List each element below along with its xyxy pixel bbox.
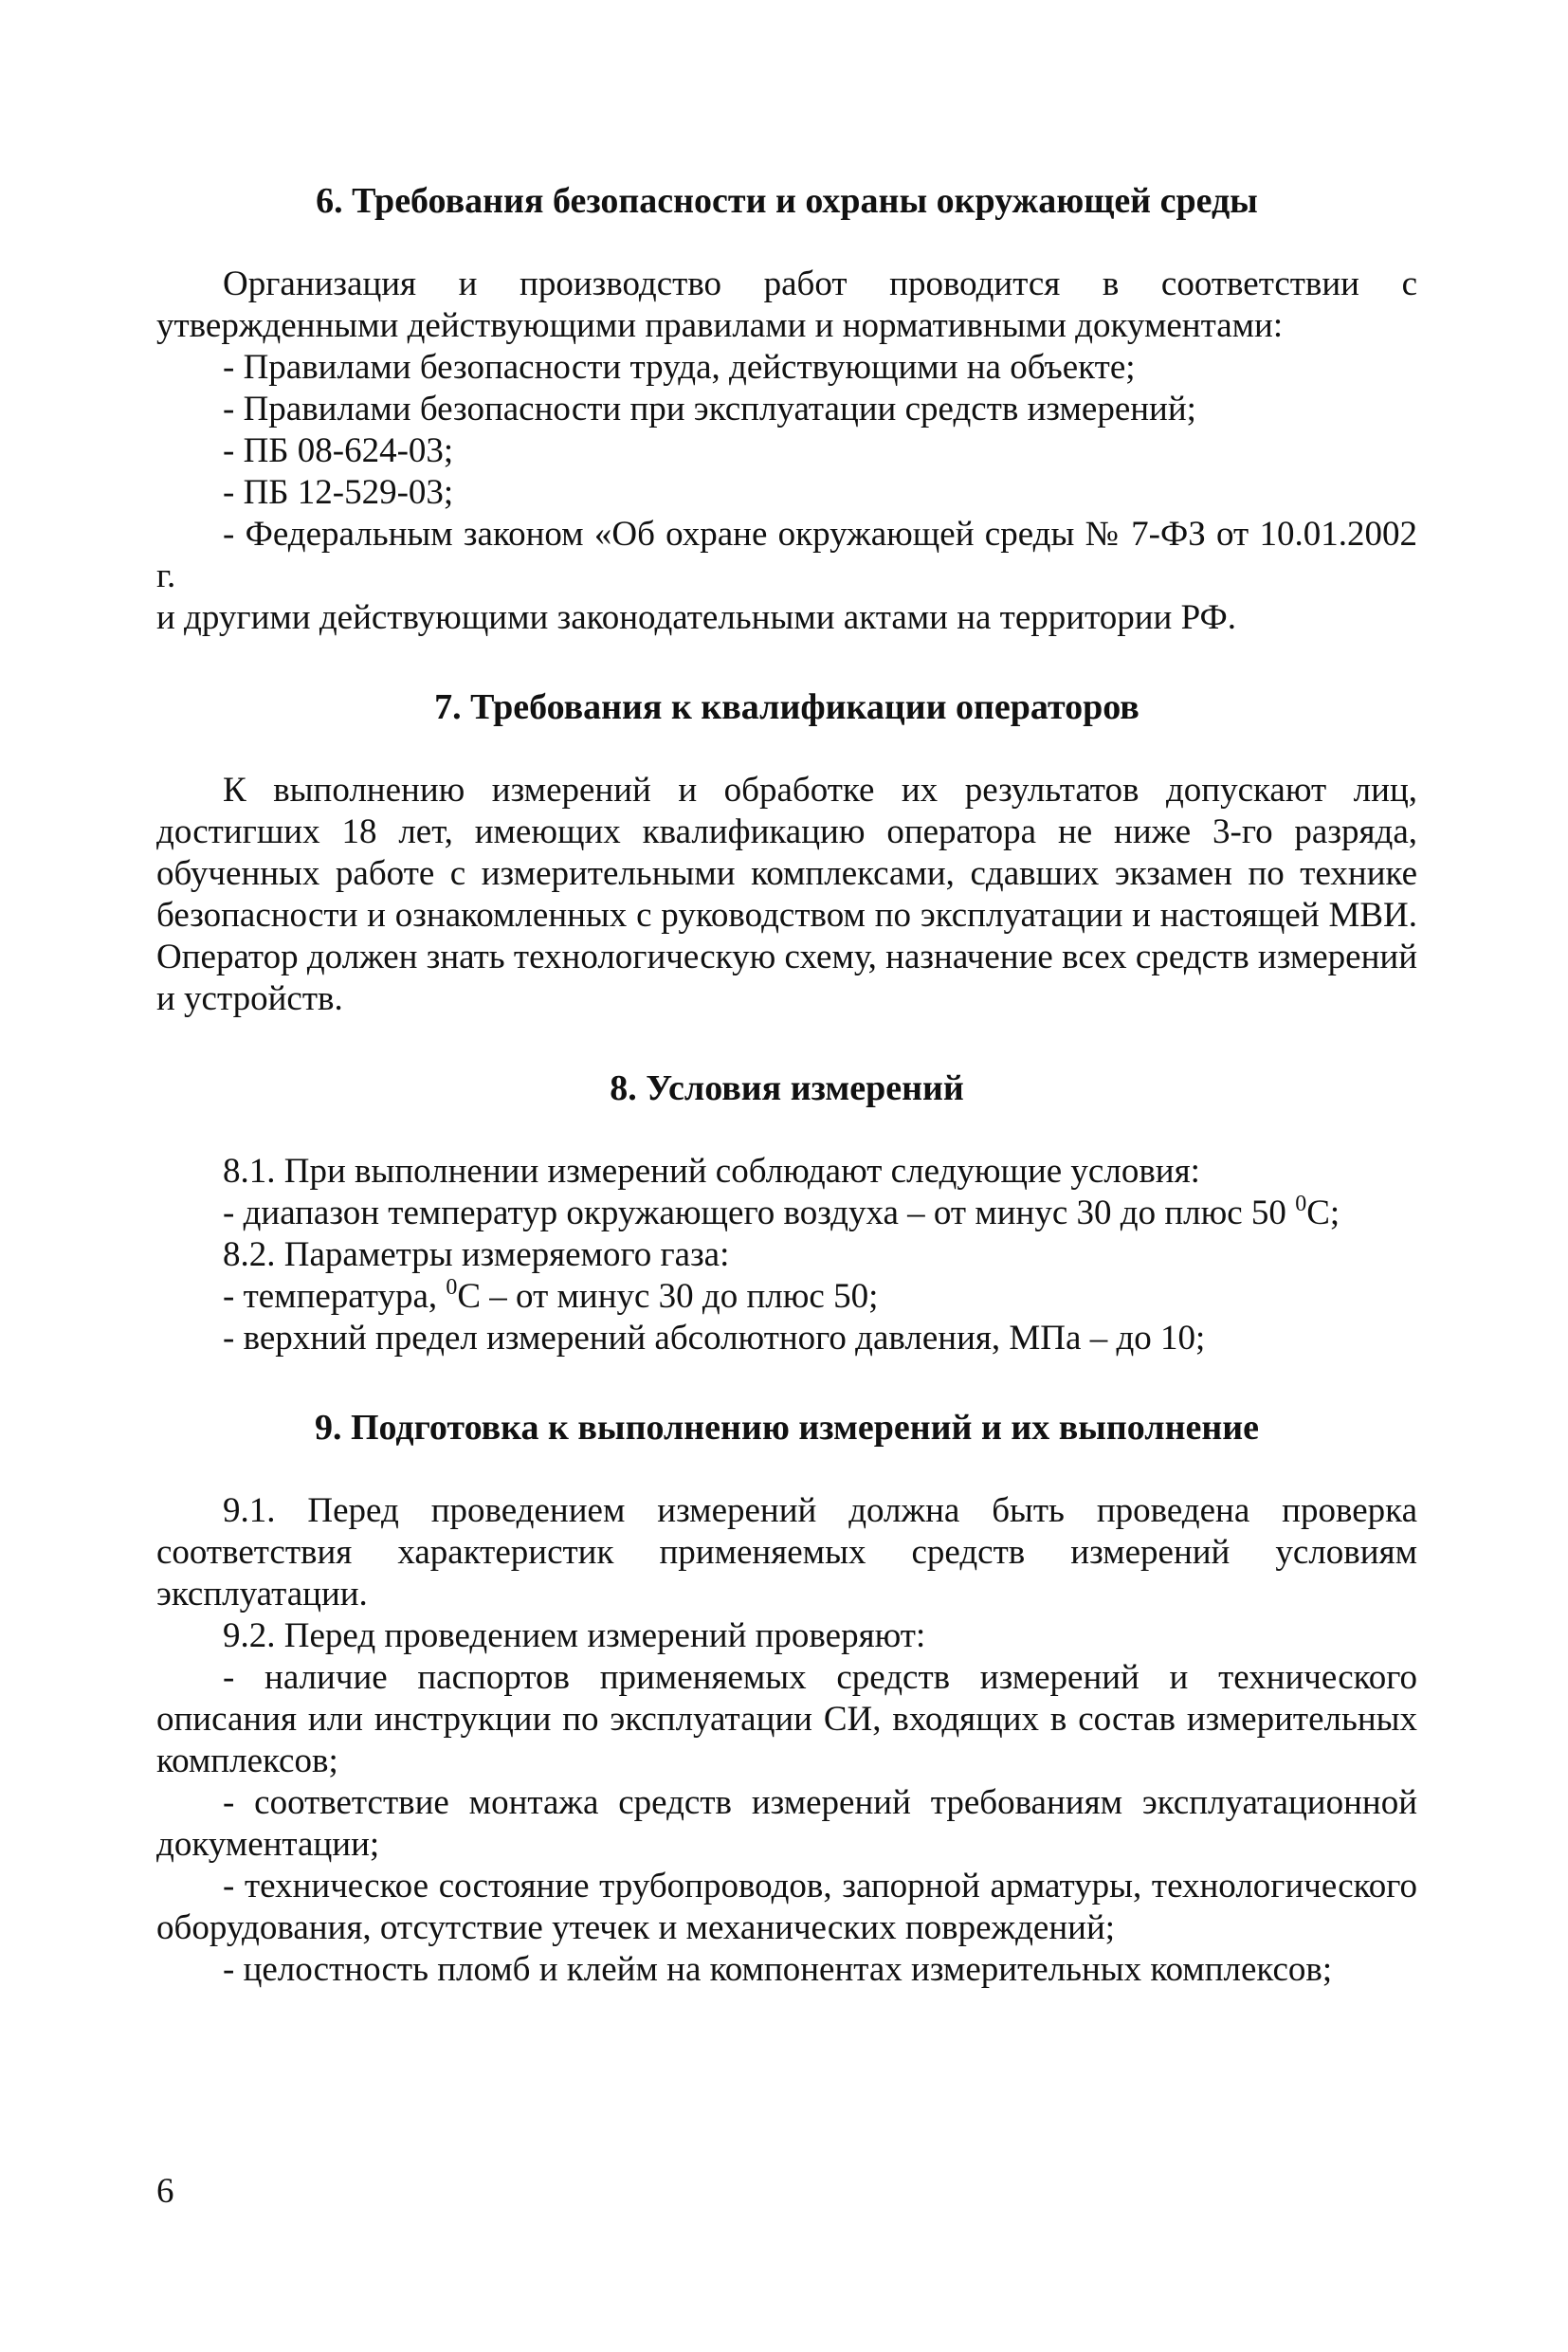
section-6-intro: Организация и производство работ проводится в соответствии с утвержденными действующими правилами и нормативными документами: [156,264,1417,345]
page-content [156,180,1417,1991]
air-temperature-range: - диапазон температур окружающего воздуха – от минус 30 до плюс 50 $^0$С; [223,1192,1340,1232]
section-9-2: 9.2. Перед проведением измерений проверяют: [223,1616,926,1655]
check-item: - техническое состояние трубопроводов, запорной арматуры, технологического оборудования, отсутствие утечек и механических повреждений; [156,1867,1417,1947]
check-item: - наличие паспортов применяемых средств измерений и технического описания или инструкции по эксплуатации СИ, входящих в состав измерительных комплексов; [156,1658,1417,1780]
pressure-limit: - верхний предел измерений абсолютного давления, МПа – до 10; [223,1319,1206,1358]
check-item: - целостность пломб и клейм на компонентах измерительных комплексов; [223,1950,1333,1989]
section-7-body: К выполнению измерений и обработке их результатов допускают лиц, достигших 18 лет, имеющих квалификацию оператора не ниже 3-го разряда, обученных работе с измерительными комплексами, сдавших экзамен по технике безопасности и ознакомленных с руководством по эксплуатации и настоящей МВИ. Оператор должен знать технологическую схему, назначение всех средств измерений и устройств. [156,771,1417,1018]
section-6-heading: 6. Требования безопасности и охраны окружающей среды [316,181,1258,221]
section-8-2: 8.2. Параметры измеряемого газа: [223,1235,730,1274]
section-9-1: 9.1. Перед проведением измерений должна быть проведена проверка соответствия характеристик применяемых средств измерений условиям эксплуатации. [156,1491,1417,1614]
section-6-list-item: - ПБ 12-529-03; [223,473,454,512]
section-6-list-item: - Правилами безопасности труда, действующими на объекте; [223,348,1136,387]
check-item: - соответствие монтажа средств измерений требованиям эксплуатационной документации; [156,1783,1417,1864]
section-9-heading: 9. Подготовка к выполнению измерений и их выполнение [314,1408,1260,1448]
gas-temperature: - температура, $^0$С – от минус 30 до плюс 50; [223,1275,879,1316]
section-6-closing: и другими действующими законодательными актами на территории РФ. [156,598,1237,637]
section-6-list-item: - Правилами безопасности при эксплуатации средств измерений; [223,390,1196,428]
section-6-list-item: - Федеральным законом «Об охране окружающей среды № 7-ФЗ от 10.01.2002 г. [156,515,1417,595]
page-number: 6 [156,2172,174,2211]
section-8-1: 8.1. При выполнении измерений соблюдают следующие условия: [223,1152,1200,1191]
section-6-list-item: - ПБ 08-624-03; [223,431,454,470]
section-8-heading: 8. Условия измерений [610,1068,964,1108]
section-7-heading: 7. Требования к квалификации операторов [434,687,1140,727]
degree-sign: 0 [1295,1192,1307,1216]
degree-sign: 0 [446,1275,458,1300]
